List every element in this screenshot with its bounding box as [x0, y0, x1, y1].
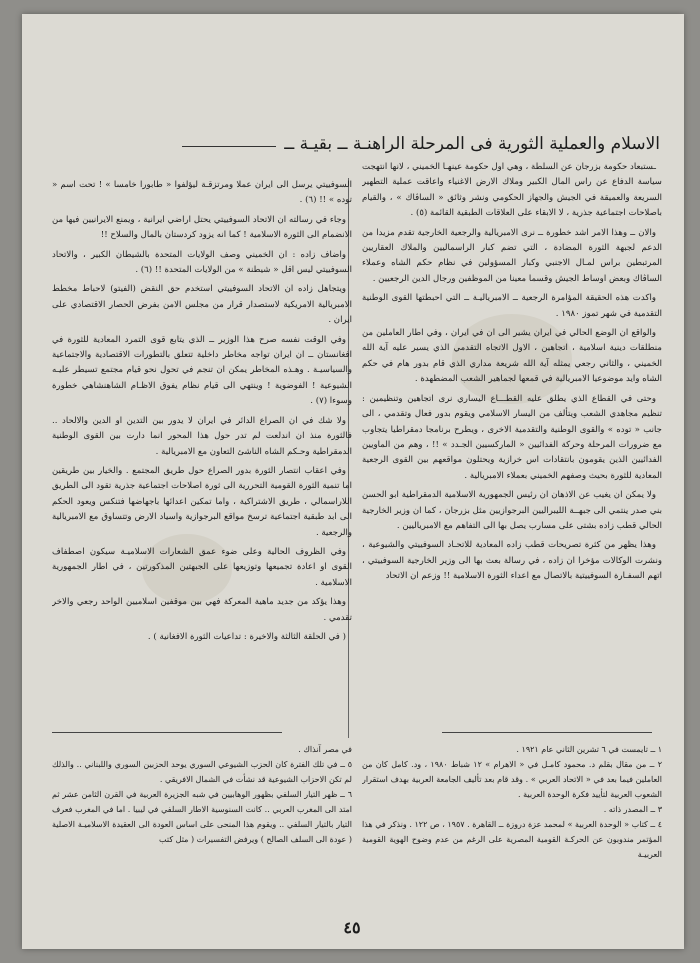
- document-page: [22, 14, 684, 949]
- footnote: في مصر آنذاك .: [298, 745, 352, 754]
- paragraph: والواقع ان الوضع الحالي في ايران يشير الى ان في ايران ، وفي اطار العاملين من منطلقات دينية اسلامية ، اتجاهين ، الاول الاتجاه التقدمي الذي يسير عليه آية الله الخميني ، والثاني رجعي يمثله آية الله شريعة مداري الذي قام بدور هام في حكم الشاه وايد موضوعيا الامبريالية في قمعها لجماهير الشعب المضطهدة .: [362, 328, 662, 385]
- paragraph: وفي الوقت نفسه صرح هذا الوزير ــ الذي يتابع قوى التمرد المعادية للثورة في افغانستان ــ ان ايران تواجه مخاطر داخلية تتعلق بالتطورات الاقتصادية والاجتماعية والسياسيـة . وهـذه المخاطر يمكن ان تنجم في تحول نحو قيام مجتمع تسيطر عليـه الشيوعية ! الفوضوية ! وينتهي الى قيام نظام يفوق الاظـام الشاهنشاهي خطورة وسوءا (٧) .: [52, 334, 352, 407]
- title-rule: [182, 146, 276, 147]
- paragraph: ولا شك في ان الصراع الدائر في ايران لا يدور بين التدين او الدين والالحاد .. فالثورة منذ ان اندلعت لم تدر حول هذا المحور انما دارت بين القوى الوطنية الدمقراطية وحـكم الشاه الناشئ التعاون مع الامبريالية .: [52, 415, 352, 457]
- article-title: الاسلام والعملية الثورية فى المرحلة الراهنـة ــ بقيـة ــ: [284, 134, 660, 154]
- article-title-row: [182, 132, 660, 156]
- page-number: ٤٥: [343, 918, 361, 937]
- footnote: ٣ ــ المصدر ذاته .: [603, 805, 662, 814]
- paragraph: وهذا يظهر من كثرة تصريحات قطب زاده المعادية للاتحـاد السوفييتي والشيوعية ، ونشرت الوكالات مؤخرا ان زاده ، في رسالة بعث بها الى وزير الخارجية السوفييتي ، اتهم السفـارة السوفييتية بالاتصال مع اعداء الثورة الاسلامية !! وزعم ان الاتحاد: [362, 540, 662, 582]
- paragraph: ولا يمكن ان يغيب عن الاذهان ان رئيس الجمهورية الاسلامية الدمقراطية ابو الحسن بني صدر ينتمي الى جبهــة الليبراليين البرجوازيين مثل بزرجان ، كما ان وزير الخارجية الحالي قطب زاده بشتى على مسارب يصل بها الى التفاهم مع الامبرياليين .: [362, 490, 662, 531]
- footnote: ٤ ــ كتاب « الوحدة العربية » لمحمد عزة دروزة ــ القاهرة . ١٩٥٧ ، ص ١٢٢ . ونذكر في هذا المؤتمر مندوبون عن الحركـة القومية المصرية على الرغم من عدم وضوح الهوية القومية العربيـة: [362, 820, 662, 859]
- paragraph: وجاء في رسالته ان الاتحاد السوفييتي يحتل اراضي ايرانية ، ويمنع الايرانيين فيها من الانضمام الى الثورة الاسلامية ! كما انه يزود كردستان بالمال والسلاح !!: [52, 214, 352, 241]
- paragraph: ويتجاهل زاده ان الاتحاد السوفييتي استخدم حق النقض (الفيتو) لاحباط مخطط الامبريالية الامريكية لاستصدار قرار من مجلس الامن بفرض الحصار الاقتصادي على ايران .: [52, 284, 352, 326]
- body-column-right: [362, 160, 662, 728]
- body-column-left: [52, 178, 352, 730]
- footnote-separator: [442, 732, 652, 733]
- footnote: ٥ ــ في تلك الفترة كان الحزب الشيوعي السوري يوحد الحزبين السوري واللبناني .. والذلك لم تكن الاحزاب الشيوعية قد نشأت في الشمال الافريقي .: [52, 760, 352, 784]
- footnote-separator: [52, 732, 282, 733]
- paragraph: السوفييتي يرسل الى ايران عملا ومرتزقـة ليؤلفوا « طابورا خامسا » ! تحت اسم « توده » !! (٦) .: [52, 180, 352, 206]
- footnotes-right: [362, 742, 662, 912]
- paragraph: واكدت هذه الحقيقة المؤامرة الرجعية ــ الامبرياليـة ــ التي احبطتها القوى الوطنية التقدمية في شهر تموز ١٩٨٠ .: [362, 293, 662, 319]
- footnotes-left: [52, 742, 352, 912]
- paragraph: ـستبعاد حكومة بزرجان عن السلطة ، وهي اول حكومة عينهـا الخميني ، لانها انتهجت سياسة الدفاع عن راس المال الكبير وملاك الارض الاغنياء واعاقت عملية التطهير السريعة والعميقة في الجيش والجهاز الحكومي ونشر وثائق « الساڤاك » ، والقيام باصلاحات اجتماعية جذرية ، لا الابقاء على العلاقات الطبقية القائمة (٥) .: [362, 162, 662, 219]
- paragraph: وحتى في القطاع الذي يطلق عليه القطـــاع اليساري نرى اتجاهين وتنظيمين : تنظيم مجاهدي الشعب ويتألف من اليسار الاسلامي ويقوم بدور فعال وتقدمي ، الى جانب « توده » والقوى الوطنية والتقدمية الاخرى ، ويطرح برنامجا دمقراطيا يتجاوب مع ضرورات المرحلة وحركة الفدائيين « الماركسيين الجـدد » !! ، وهم من الماويين الفدائيين الذين يقومون بانتقادات اس خرازية ويحتلون مواقعهم بين القوى الرجعية المعادية للثورة بحيث وصفهم الخميني بعملاء الامبريالية .: [362, 393, 662, 481]
- paragraph: ( في الحلقة الثالثة والاخيرة : تداعيات الثورة الافغانية ) .: [147, 631, 346, 642]
- paragraph: وفي اعقاب انتصار الثورة بدور الصراع حول طريق المجتمع . والخيار بين طريقين اما تنمية الثورة القومية التحررية الى ثورة اصلاحات اجتماعية جذرية تقود الى الطريق اللاراسمالي ، طريق الاشتراكية ، واما تمكين اعدائها باجهاضها فتنكس ويعود الحكم الى ابد طبقية اجتماعية ترسخ مواقع البرجوازية واسياد الارض وتتساوق مع الامبريالية والرجعية .: [52, 465, 352, 538]
- paragraph: والان ــ وهذا الامر اشد خطورة ــ نرى الامبريالية والرجعية الخارجية تقدم مزيدا من الدعم لجبهة الثورة المضادة ، التي تضم كبار الراسماليين والملاك العقاريين المرتبطين براس لمـال الاجنبي وكبار المسؤولين في نظام حكم الشاه وعملاء الساڤاك وبعض اوساط الجيش وقسما معينا من الموظفين ورجال الدين الرجعيين .: [362, 227, 662, 284]
- footnote: ٦ ــ ظهر التيار السلفي بظهور الوهابيين في شبه الجزيرة العربية في القرن الثامن عشر ثم امتد الى المغرب العربي .. كانت السنوسية الاطار السلفي في ليبيا . اما في المغرب فعرف التيار بالتيار السلفي .. ويقوم هذا المنحى على اساس العودة الى العقيدة الاسلاميـة الاصلية ( عودة الى السلف الصالح ) ويرفض التفسيرات ( مثل كتب: [52, 790, 352, 844]
- paragraph: واضاف زاده : ان الخميني وصف الولايات المتحدة بالشيطان الكبير ، والاتحاد السوفييتي ليس اقل « شيطنة » من الولايات المتحدة !! (٦) .: [52, 249, 352, 276]
- footnote: ٢ ــ من مقال بقلم د. محمود كامـل في « الاهرام » ١٢ شباط ١٩٨٠ ، ود. كامل كان من العاملين فيما بعد في « الاتحاد العربي » . وقد قام بعد تأليف الجامعة العربية بهدف استقرار الشعوب العربية لتأييد فكرة الوحدة العربية .: [362, 760, 662, 799]
- paragraph: وهذا يؤكد من جديد ماهية المعركة فهي بين موقفين اسلاميين الواحد رجعي والاخر تقدمي .: [52, 597, 352, 623]
- footnote: ١ ــ تايمست في ٦ تشرين الثاني عام ١٩٢١ .: [516, 745, 662, 754]
- paragraph: وفي الظروف الحالية وعلى ضوء عمق الشعارات الاسلاميـة سيكون اصطفاف القوى او اعادة تجميعها وتوزيعها على الجبهتين المذكورتين ، في اطار الجمهورية الاسلامية .: [52, 546, 352, 588]
